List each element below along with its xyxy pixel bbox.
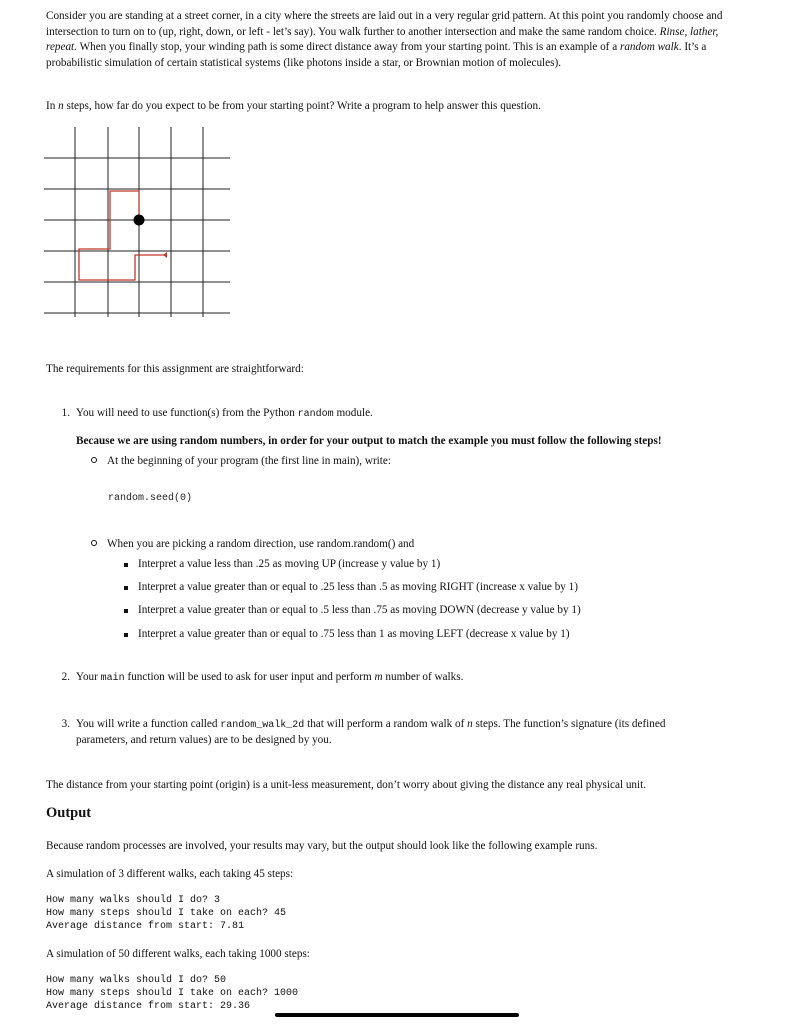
bullet-circle-icon: [91, 457, 97, 463]
rule-up: Interpret a value less than .25 as moving UP (increase y value by 1): [138, 558, 441, 570]
bullet-square-icon: [124, 586, 128, 590]
req1-sub1: At the beginning of your program (the first line in main), write:: [107, 455, 391, 467]
example1-output: How many walks should I do? 3 How many steps should I take on each? 45 Average distance from start: 7.81: [46, 895, 287, 932]
seed-code: random.seed(0): [108, 493, 193, 504]
req3-text-line2: parameters, and return values) are to be designed by you.: [76, 734, 332, 746]
bullet-square-icon: [124, 609, 128, 613]
question-paragraph: In n steps, how far do you expect to be from your starting point? Write a program to help answer this question.: [46, 100, 541, 112]
rinse-emphasis: Rinse, lather, repeat.: [46, 25, 719, 53]
random-module-code: random: [297, 409, 334, 420]
walk-path: [79, 191, 167, 280]
rule-left: Interpret a value greater than or equal to .75 less than 1 as moving LEFT (decrease x value by 1): [138, 628, 570, 640]
rule-right: Interpret a value greater than or equal to .25 less than .5 as moving RIGHT (increase x value by 1): [138, 581, 578, 593]
req1-warning-bold: Because we are using random numbers, in order for your output to match the example you must follow the following steps!: [76, 435, 662, 447]
req1-sub2: When you are picking a random direction, use random.random() and: [107, 538, 415, 550]
walk-arrowhead-icon: [163, 252, 167, 258]
req3-text-line1: You will write a function called random_walk_2d that will perform a random walk of n steps. The function’s signature (its defined: [76, 718, 666, 731]
req2-text: Your main function will be used to ask for user input and perform m number of walks.: [76, 671, 464, 684]
random-walk-2d-code: random_walk_2d: [220, 720, 305, 731]
intro-paragraph: Consider you are standing at a street corner, in a city where the streets are laid out in a very regular grid pattern. At this point you randomly choose and intersection to turn on to (up, right, down, or left - let’s say). You walk further to another intersection and make the same random choice. Rinse, lather, repeat. When you finally stop, your winding path is some direct distance away from your starting point. This is an example of a random walk. It’s a probabilistic simulation of certain statistical systems (like photons inside a star, or Brownian motion of molecules).: [46, 10, 723, 69]
output-heading: Output: [46, 805, 92, 821]
example2-label: A simulation of 50 different walks, each taking 1000 steps:: [46, 948, 310, 960]
home-indicator-bar[interactable]: [275, 1013, 519, 1017]
start-point-dot: [134, 215, 145, 226]
bullet-square-icon: [124, 563, 128, 567]
requirements-intro: The requirements for this assignment are straightforward:: [46, 363, 304, 375]
bullet-square-icon: [124, 633, 128, 637]
example1-label: A simulation of 3 different walks, each taking 45 steps:: [46, 868, 294, 880]
req1-text: You will need to use function(s) from the Python random module.: [76, 407, 373, 420]
req2-number: 2.: [61, 671, 70, 683]
bullet-circle-icon: [91, 540, 97, 546]
example2-output: How many walks should I do? 50 How many steps should I take on each? 1000 Average distance from start: 29.36: [46, 975, 299, 1012]
output-intro: Because random processes are involved, your results may vary, but the output should look like the following example runs.: [46, 840, 598, 852]
random-walk-emphasis: random walk: [619, 41, 679, 53]
main-code: main: [100, 673, 125, 684]
random-walk-grid-diagram: [44, 127, 234, 319]
req3-number: 3.: [61, 718, 70, 730]
distance-note: The distance from your starting point (origin) is a unit-less measurement, don’t worry about giving the distance any real physical unit.: [46, 779, 647, 791]
rule-down: Interpret a value greater than or equal to .5 less than .75 as moving DOWN (decrease y value by 1): [138, 604, 581, 616]
req1-number: 1.: [61, 407, 70, 419]
